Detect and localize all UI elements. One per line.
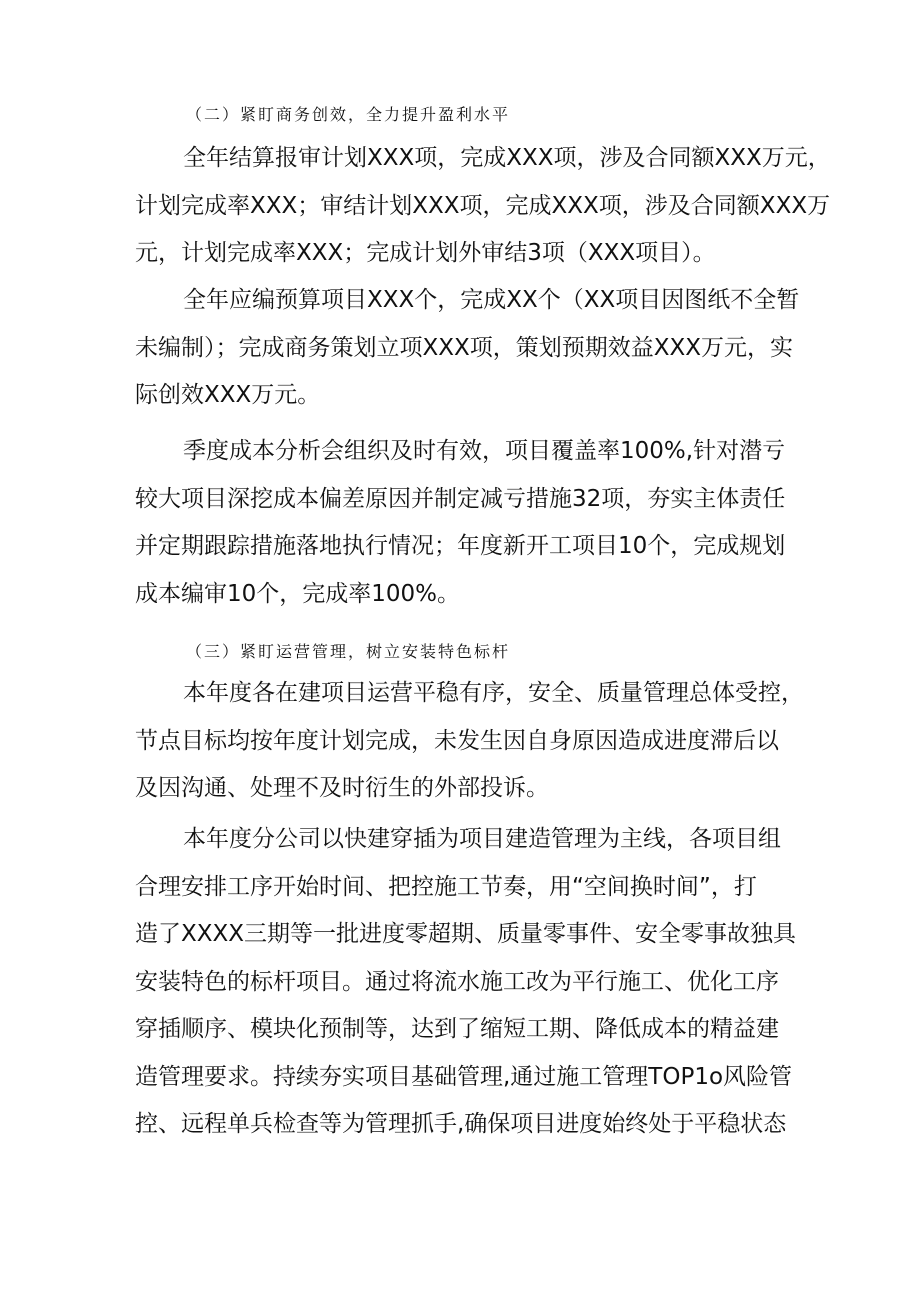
paragraph-line: 穿插顺序、模块化预制等，达到了缩短工期、降低成本的精益建 (135, 1016, 779, 1042)
paragraph-line: 合理安排工序开始时间、把控施工节奏，用“空间换时间”，打 (135, 873, 757, 900)
paragraph-operations (135, 670, 804, 813)
paragraph-line: 及因沟通、处理不及时衍生的外部投诉。 (135, 775, 549, 801)
paragraph-line: 成本编审10个，完成率100%。 (135, 580, 461, 607)
section-heading-2: （二）紧盯商务创效，全力提升盈利水平 (186, 105, 511, 124)
paragraph-line: 元，计划完成率XXX；完成计划外审结3项（XXX项目）。 (135, 240, 716, 266)
paragraph-line: 本年度各在建项目运营平稳有序，安全、质量管理总体受控， (183, 680, 804, 706)
paragraph-line: 造管理要求。持续夯实项目基础管理,通过施工管理TOP1o风险管 (135, 1063, 793, 1090)
paragraph-line: 本年度分公司以快建穿插为项目建造管理为主线，各项目组 (183, 826, 781, 852)
paragraph-line: 季度成本分析会组织及时有效，项目覆盖率100%,针对潜亏 (183, 438, 786, 464)
paragraph-line: 际创效XXX万元。 (135, 382, 321, 408)
paragraph-line: 并定期跟踪措施落地执行情况；年度新开工项目10个，完成规划 (135, 533, 786, 559)
paragraph-line: 计划完成率XXX；审结计划XXX项，完成XXX项，涉及合同额XXX万 (135, 192, 831, 219)
paragraph-budget (135, 277, 800, 420)
paragraph-line: 未编制）；完成商务策划立项XXX项，策划预期效益XXX万元，实 (135, 334, 794, 361)
paragraph-line: 全年应编预算项目XXX个，完成XX个（XX项目因图纸不全暂 (183, 287, 800, 313)
paragraph-cost-analysis (135, 428, 795, 618)
section-heading-3: （三）紧盯运营管理，树立安装特色标杆 (186, 642, 511, 661)
paragraph-line: 安装特色的标杆项目。通过将流水施工改为平行施工、优化工序 (135, 968, 779, 995)
paragraph-line: 控、远程单兵检查等为管理抓手,确保项目进度始终处于平稳状态 (135, 1111, 787, 1137)
paragraph-construction (135, 816, 795, 1149)
paragraph-line: 节点目标均按年度计划完成，未发生因自身原因造成进度滞后以 (135, 727, 779, 754)
paragraph-line: 较大项目深挖成本偏差原因并制定减亏措施32项，夯实主体责任 (135, 485, 786, 512)
paragraph-line: 造了XXXX三期等一批进度零超期、质量零事件、安全零事故独具 (135, 921, 797, 947)
paragraph-settlement (135, 135, 831, 278)
paragraph-line: 全年结算报审计划XXX项，完成XXX项，涉及合同额XXX万元， (183, 145, 831, 171)
